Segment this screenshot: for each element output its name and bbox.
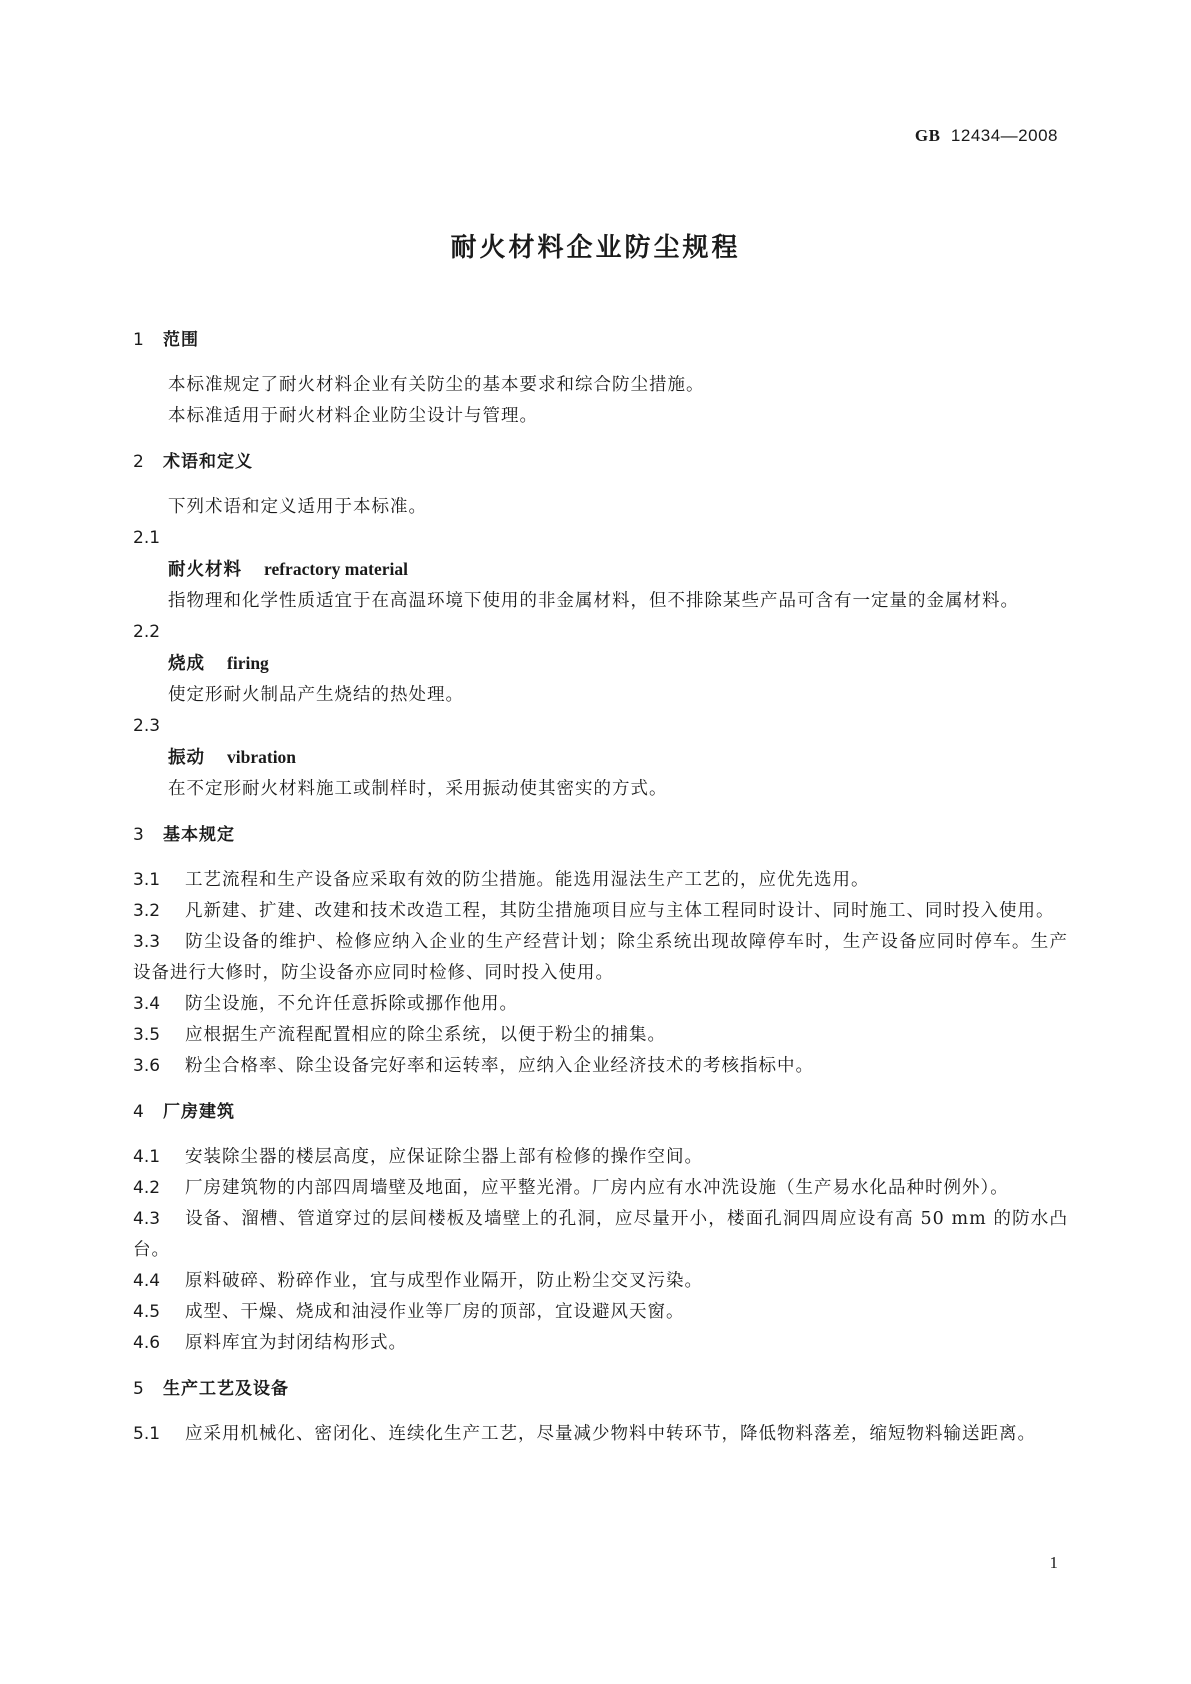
clause: 3.2 凡新建、扩建、改建和技术改造工程，其防尘措施项目应与主体工程同时设计、同时施工、同时投入使用。 <box>133 901 1055 921</box>
clause: 3.5 应根据生产流程配置相应的除尘系统，以便于粉尘的捕集。 <box>133 1025 666 1045</box>
section-heading-5: 5 生产工艺及设备 <box>133 1379 289 1399</box>
clause: 4.4 原料破碎、粉碎作业，宜与成型作业隔开，防止粉尘交叉污染。 <box>133 1271 703 1291</box>
clause: 5.1 应采用机械化、密闭化、连续化生产工艺，尽量减少物料中转环节，降低物料落差，缩短物料输送距离。 <box>133 1424 1036 1444</box>
term-heading: 耐火材料 refractory material <box>168 559 408 580</box>
term-definition: 使定形耐火制品产生烧结的热处理。 <box>168 685 464 705</box>
clause: 4.1 安装除尘器的楼层高度，应保证除尘器上部有检修的操作空间。 <box>133 1147 703 1167</box>
clause: 3.6 粉尘合格率、除尘设备完好率和运转率，应纳入企业经济技术的考核指标中。 <box>133 1056 814 1076</box>
clause: 4.3 设备、溜槽、管道穿过的层间楼板及墙壁上的孔洞，应尽量开小，楼面孔洞四周应设有高 50 mm 的防水凸台。 <box>133 1209 1068 1260</box>
term-definition: 在不定形耐火材料施工或制样时，采用振动使其密实的方式。 <box>168 779 668 799</box>
document-body <box>133 325 1068 1450</box>
paragraph: 本标准规定了耐火材料企业有关防尘的基本要求和综合防尘措施。 <box>168 375 705 395</box>
clause: 3.1 工艺流程和生产设备应采取有效的防尘措施。能选用湿法生产工艺的，应优先选用。 <box>133 870 870 890</box>
section-heading-3: 3 基本规定 <box>133 825 235 845</box>
clause: 4.5 成型、干燥、烧成和油浸作业等厂房的顶部，宜设避风天窗。 <box>133 1302 685 1322</box>
term-definition: 指物理和化学性质适宜于在高温环境下使用的非金属材料，但不排除某些产品可含有一定量的金属材料。 <box>168 591 1019 611</box>
paragraph: 本标准适用于耐火材料企业防尘设计与管理。 <box>168 406 538 426</box>
term-heading: 振动 vibration <box>168 747 297 768</box>
clause: 3.4 防尘设施，不允许任意拆除或挪作他用。 <box>133 994 518 1014</box>
page-number: 1 <box>1049 1553 1058 1572</box>
clause: 4.6 原料库宜为封闭结构形式。 <box>133 1333 407 1353</box>
section-heading-2: 2 术语和定义 <box>133 452 253 472</box>
term-number: 2.3 <box>133 716 161 736</box>
clause: 3.3 防尘设备的维护、检修应纳入企业的生产经营计划；除尘系统出现故障停车时，生产设备应同时停车。生产设备进行大修时，防尘设备亦应同时检修、同时投入使用。 <box>133 932 1068 983</box>
term-number: 2.1 <box>133 528 161 548</box>
standard-code <box>915 126 1058 146</box>
document-title: 耐火材料企业防尘规程 <box>450 233 741 263</box>
section-heading-1: 1 范围 <box>133 330 199 350</box>
term-heading: 烧成 firing <box>168 653 269 674</box>
standard-number: 12434—2008 <box>950 126 1058 145</box>
paragraph: 下列术语和定义适用于本标准。 <box>168 497 427 517</box>
section-heading-4: 4 厂房建筑 <box>133 1102 235 1122</box>
term-number: 2.2 <box>133 622 161 642</box>
clause: 4.2 厂房建筑物的内部四周墙壁及地面，应平整光滑。厂房内应有水冲洗设施（生产易水化品种时例外）。 <box>133 1178 1009 1198</box>
standard-prefix: GB <box>914 126 941 145</box>
